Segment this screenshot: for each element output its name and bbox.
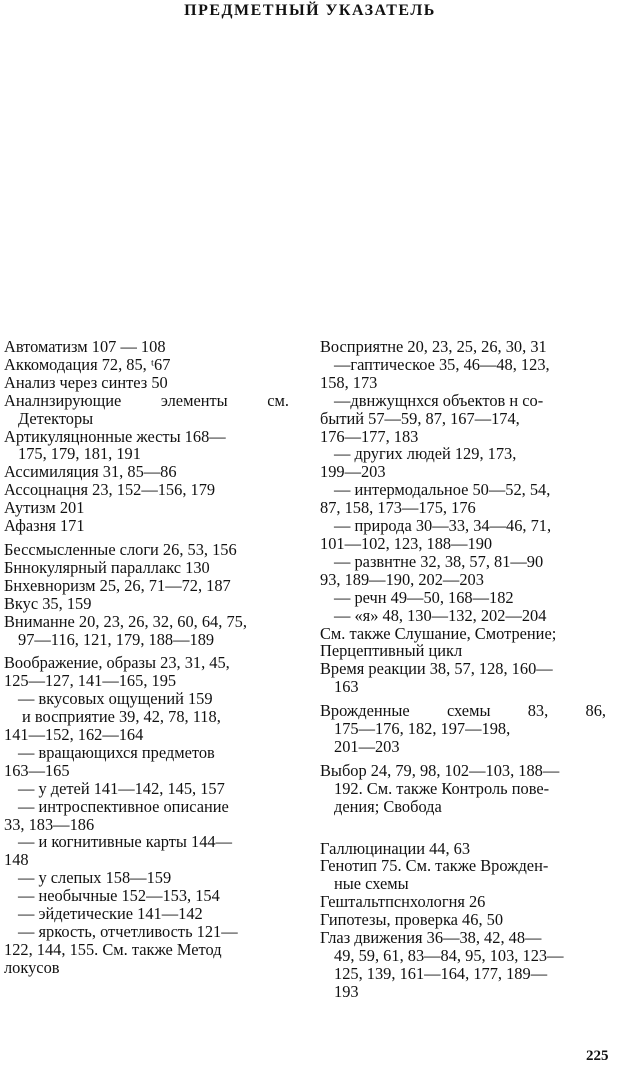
index-entry: Аккомодация 72, 85, ᵗ67 xyxy=(4,354,171,374)
index-subentry: — интермодальное 50—52, 54, xyxy=(334,480,551,500)
index-entry-continuation: 192. См. также Контроль пове- xyxy=(334,778,550,798)
index-subentry: — развнтне 32, 38, 57, 81—90 xyxy=(334,551,544,571)
index-entry-continuation: 93, 189—190, 202—203 xyxy=(320,569,484,589)
index-subentry: — интроспективное описание xyxy=(18,796,229,816)
index-entry: Врожденные схемы 83, 86, xyxy=(320,701,606,721)
index-entry-continuation: 175, 179, 181, 191 xyxy=(18,444,141,464)
index-subentry: — у слепых 158—159 xyxy=(18,868,172,888)
index-subentry: и восприятие 39, 42, 78, 118, xyxy=(22,707,221,727)
index-entry-continuation: 125, 139, 161—164, 177, 189— xyxy=(334,963,548,983)
index-entry-continuation: 122, 144, 155. См. также Метод xyxy=(4,939,222,959)
index-subentry: — «я» 48, 130—132, 202—204 xyxy=(334,605,547,625)
index-entry: Вниманне 20, 23, 26, 32, 60, 64, 75, xyxy=(4,611,247,631)
index-entry-continuation: 193 xyxy=(334,981,359,1001)
index-subentry: — природа 30—33, 34—46, 71, xyxy=(334,516,552,536)
index-entry: Вкус 35, 159 xyxy=(4,593,92,613)
index-entry-continuation: 141—152, 162—164 xyxy=(4,725,144,745)
index-entry-continuation: 87, 158, 173—175, 176 xyxy=(320,498,476,518)
index-entry-continuation: 49, 59, 61, 83—84, 95, 103, 123— xyxy=(334,946,564,965)
index-subentry: — речн 49—50, 168—182 xyxy=(334,587,514,607)
index-entry: Галлюцинации 44, 63 xyxy=(320,838,471,858)
page-title: ПРЕДМЕТНЫЙ УКАЗАТЕЛЬ xyxy=(184,2,436,19)
index-entry-continuation: локусов xyxy=(4,957,60,977)
index-see-also: См. также Слушание, Смотрение; xyxy=(320,623,557,643)
index-subentry: — других людей 129, 173, xyxy=(334,444,517,464)
index-entry: Ассоцнацня 23, 152—156, 179 xyxy=(4,480,216,500)
page-number: 225 xyxy=(586,1048,609,1064)
index-entry-continuation: Детекторы xyxy=(18,408,94,428)
index-entry-continuation: 175—176, 182, 197—198, xyxy=(334,719,511,739)
index-entry-continuation: дения; Свобода xyxy=(334,796,442,816)
index-entry: Аутизм 201 xyxy=(4,498,85,518)
index-entry: Бнхевноризм 25, 26, 71—72, 187 xyxy=(4,575,231,595)
index-entry: Гипотезы, проверка 46, 50 xyxy=(320,910,504,930)
index-entry: Выбор 24, 79, 98, 102—103, 188— xyxy=(320,760,560,780)
index-subentry: — вкусовых ощущений 159 xyxy=(18,689,213,709)
index-subentry: — яркость, отчетливость 121— xyxy=(18,922,238,941)
index-subentry: — у детей 141—142, 145, 157 xyxy=(18,778,225,798)
index-subentry: — вращающихся предметов xyxy=(18,742,215,762)
index-entry: Афазня 171 xyxy=(4,516,85,536)
index-subentry: — и когнитивные карты 144— xyxy=(18,832,232,852)
index-entry: Бессмысленные слоги 26, 53, 156 xyxy=(4,539,237,559)
index-subentry: — эйдетические 141—142 xyxy=(18,904,203,924)
index-entry: Глаз движения 36—38, 42, 48— xyxy=(320,928,542,948)
index-entry: Автоматизм 107 — 108 xyxy=(4,337,166,356)
index-entry-continuation: 33, 183—186 xyxy=(4,814,95,834)
index-entry-continuation: 158, 173 xyxy=(320,372,378,392)
index-entry-continuation: 97—116, 121, 179, 188—189 xyxy=(18,629,215,649)
index-entry-continuation: 163—165 xyxy=(4,760,70,780)
index-entry-continuation: 163 xyxy=(334,677,359,697)
index-entry-continuation: 101—102, 123, 188—190 xyxy=(320,533,493,553)
index-entry-continuation: Перцептивный цикл xyxy=(320,641,463,661)
index-subentry: —двнжущнхся объектов н со- xyxy=(334,390,544,410)
index-entry-continuation: бытий 57—59, 87, 167—174, xyxy=(320,408,520,428)
index-entry-continuation: 148 xyxy=(4,850,29,870)
index-entry: Восприятне 20, 23, 25, 26, 30, 31 xyxy=(320,337,547,356)
index-subentry: — необычные 152—153, 154 xyxy=(18,886,220,906)
index-entry-continuation: 125—127, 141—165, 195 xyxy=(4,671,177,691)
index-entry: Воображение, образы 23, 31, 45, xyxy=(4,653,230,673)
index-entry-continuation: ные схемы xyxy=(334,874,409,894)
index-entry: Гештальтпснхологня 26 xyxy=(320,892,486,912)
index-subentry: —гаптическое 35, 46—48, 123, xyxy=(334,354,550,374)
index-entry-continuation: 201—203 xyxy=(334,736,400,756)
index-column-right xyxy=(320,338,606,1001)
index-entry: Анализ через синтез 50 xyxy=(4,372,168,392)
index-entry: Время реакции 38, 57, 128, 160— xyxy=(320,659,553,679)
index-entry-continuation: 176—177, 183 xyxy=(320,426,419,446)
index-column-left xyxy=(4,338,289,977)
index-entry: Бннокулярный параллакс 130 xyxy=(4,557,210,577)
index-entry-continuation: 199—203 xyxy=(320,462,386,482)
spacer xyxy=(320,816,606,840)
index-entry: Артикуляцнонные жесты 168— xyxy=(4,426,226,446)
index-entry: Ассимиляция 31, 85—86 xyxy=(4,462,177,482)
index-entry: Аналнзирующие элементы см. xyxy=(4,390,289,410)
index-entry: Генотип 75. См. также Врожден- xyxy=(320,856,549,876)
